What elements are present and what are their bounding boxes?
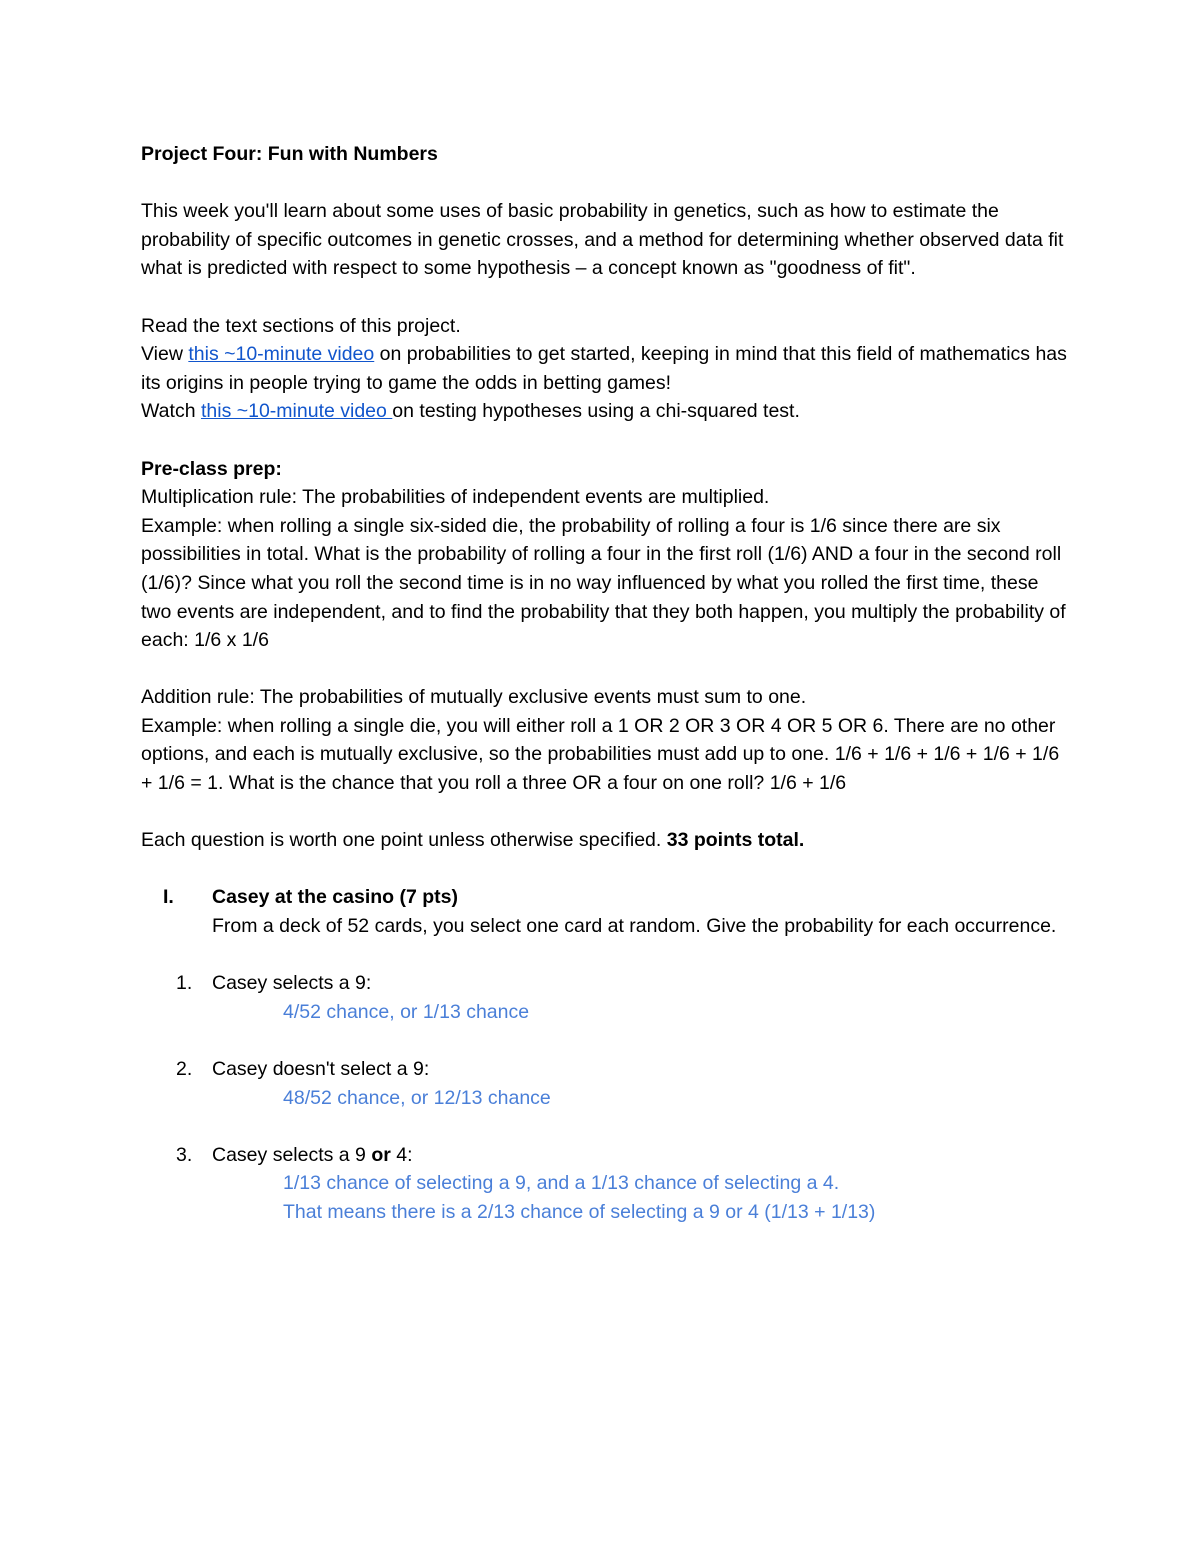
watch-video-line: Watch this ~10-minute video on testing hypotheses using a chi-squared test. bbox=[141, 400, 800, 423]
section-heading: Casey at the casino (7 pts) bbox=[212, 886, 458, 909]
read-instruction: Read the text sections of this project. bbox=[141, 314, 461, 337]
chi-squared-video-link[interactable]: this ~10-minute video bbox=[200, 400, 393, 423]
addition-rule: Addition rule: The probabilities of mutually exclusive events must sum to one. bbox=[141, 686, 807, 709]
preclass-heading: Pre-class prep: bbox=[141, 457, 282, 480]
section-description: From a deck of 52 cards, you select one card at random. Give the probability for each occurrence. bbox=[212, 915, 1057, 938]
addition-example: Example: when rolling a single die, you will either roll a 1 OR 2 OR 3 OR 4 OR 5 OR 6. There are no other options, and each is mutually exclusive, so the probabilities must add up to one. 1/6 + 1/6 + 1/6 + 1/6 + 1/6 + 1/6 = 1. What is the chance that you roll a three OR a four on one roll? 1/6 + 1/6 bbox=[141, 714, 1060, 795]
question-1 bbox=[141, 969, 1071, 998]
question-text: Casey doesn't select a 9: bbox=[212, 1058, 430, 1080]
question-number: 3. bbox=[176, 1143, 193, 1166]
question-text: Casey selects a 9: bbox=[212, 972, 372, 995]
points-statement: Each question is worth one point unless otherwise specified. 33 points total. bbox=[141, 829, 805, 852]
question-number: 1. bbox=[176, 972, 193, 995]
answer-text: 48/52 chance, or 12/13 chance bbox=[283, 1086, 551, 1109]
question-3 bbox=[141, 1141, 1071, 1170]
document-page bbox=[141, 140, 1071, 1227]
answer-text: 1/13 chance of selecting a 9, and a 1/13 chance of selecting a 4. bbox=[283, 1172, 840, 1195]
points-total: 33 points total. bbox=[666, 829, 805, 852]
question-number: 2. bbox=[176, 1058, 193, 1080]
intro-paragraph: This week you'll learn about some uses of basic probability in genetics, such as how to estimate the probability of specific outcomes in genetic crosses, and a method for determining whether observed data fit what is predicted with respect to some hypothesis – a concept known as "goodness of fit". bbox=[141, 200, 1064, 280]
section-marker: I. bbox=[163, 886, 174, 909]
answer-text: That means there is a 2/13 chance of selecting a 9 or 4 (1/13 + 1/13) bbox=[283, 1200, 876, 1223]
question-2 bbox=[141, 1055, 1071, 1084]
multiplication-rule: Multiplication rule: The probabilities of independent events are multiplied. bbox=[141, 486, 770, 509]
section-casey-at-the-casino bbox=[141, 883, 1071, 940]
multiplication-example: Example: when rolling a single six-sided die, the probability of rolling a four is 1/6 since there are six possibilities in total. What is the probability of rolling a four in the first roll (1/6) AND a four in the second roll (1/6)? Since what you roll the second time is in no way influenced by what you rolled the first time, these two events are independent, and to find the probability that they both happen, you multiply the probability of each: 1/6 x 1/6 bbox=[141, 514, 1066, 652]
probability-video-link[interactable]: this ~10-minute video bbox=[188, 343, 375, 366]
answer-text: 4/52 chance, or 1/13 chance bbox=[283, 1000, 530, 1023]
view-video-line: View this ~10-minute video on probabilities to get started, keeping in mind that this field of mathematics has its origins in people trying to game the odds in betting games! bbox=[141, 343, 1067, 394]
page-title: Project Four: Fun with Numbers bbox=[141, 143, 438, 165]
question-text: Casey selects a 9 or 4: bbox=[212, 1143, 413, 1166]
